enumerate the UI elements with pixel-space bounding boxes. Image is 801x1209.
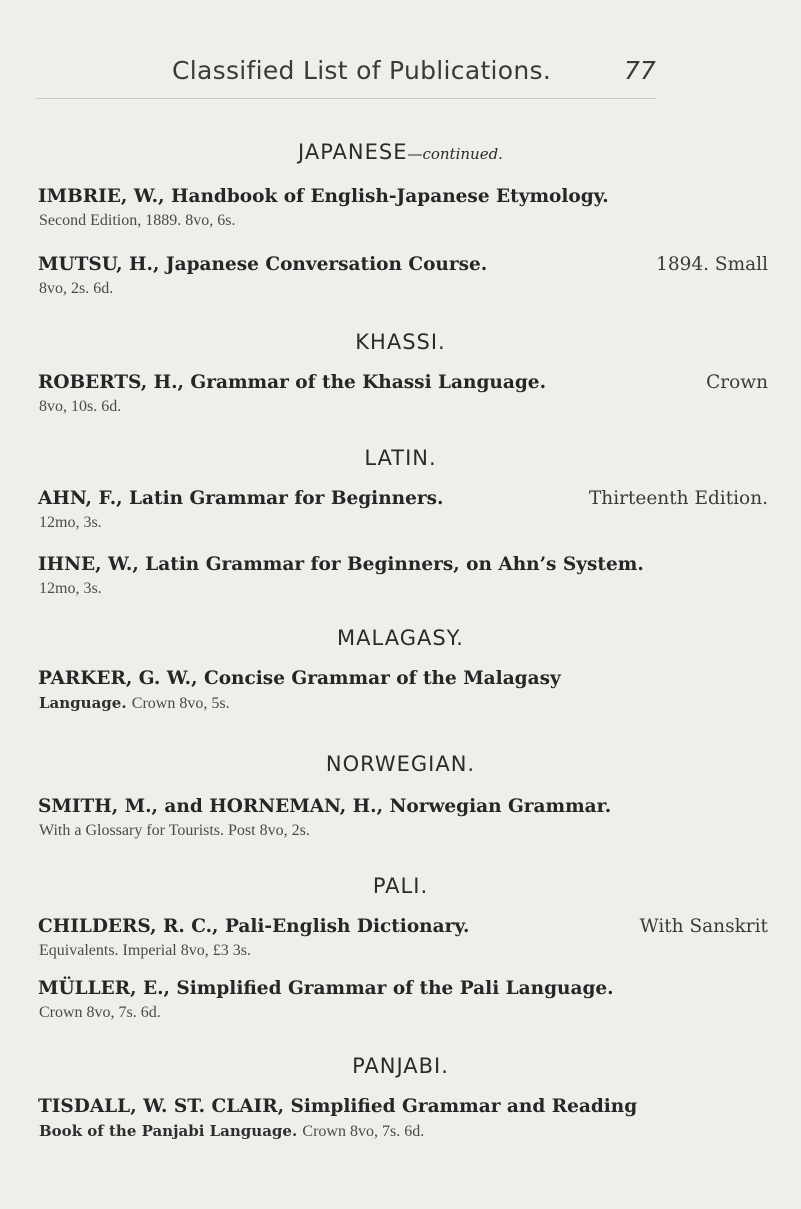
section-heading-pali <box>0 874 801 898</box>
entry-title: IMBRIE, W., Handbook of English-Japanese Etymology. <box>38 186 609 207</box>
section-title: JAPANESE <box>298 140 408 164</box>
entry-childers <box>38 916 768 960</box>
entry-title: PARKER, G. W., Concise Grammar of the Malagasy <box>38 668 561 689</box>
entry-details: Crown 8vo, 7s. 6d. <box>302 1123 425 1140</box>
entry-details: 12mo, 3s. <box>39 514 102 531</box>
entry-title: SMITH, M., and HORNEMAN, H., Norwegian Grammar. <box>38 796 612 817</box>
entry-details-bold: Book of the Panjabi Language. <box>39 1122 298 1140</box>
entry-tisdall <box>38 1096 768 1141</box>
section-title: NORWEGIAN. <box>325 752 476 776</box>
section-title: PANJABI. <box>352 1054 449 1078</box>
section-heading-japanese <box>0 140 801 164</box>
entry-details: Equivalents. Imperial 8vo, £3 3s. <box>39 942 251 959</box>
entry-title: CHILDERS, R. C., Pali-English Dictionary. <box>38 916 470 937</box>
entry-details: With a Glossary for Tourists. Post 8vo, 2s. <box>39 822 310 839</box>
entry-muller <box>38 978 768 1022</box>
header-rule <box>36 98 656 99</box>
entry-details: 8vo, 10s. 6d. <box>39 398 122 415</box>
entry-details: Crown 8vo, 7s. 6d. <box>39 1004 161 1021</box>
section-heading-khassi <box>0 330 801 354</box>
entry-ahn <box>38 488 768 532</box>
section-title: KHASSI. <box>355 330 446 354</box>
header-title: Classified List of Publications. <box>172 56 552 85</box>
entry-details: Crown 8vo, 5s. <box>131 695 230 712</box>
entry-title: MUTSU, H., Japanese Conversation Course. <box>38 254 488 275</box>
entry-ihne <box>38 554 768 598</box>
running-header <box>0 56 801 96</box>
entry-title: IHNE, W., Latin Grammar for Beginners, on Ahn’s System. <box>38 554 644 575</box>
section-title: PALI. <box>372 874 429 898</box>
entry-roberts <box>38 372 768 416</box>
entry-title: MÜLLER, E., Simplified Grammar of the Pali Language. <box>38 978 614 999</box>
entry-title: AHN, F., Latin Grammar for Beginners. <box>38 488 444 509</box>
entry-parker <box>38 668 768 713</box>
section-heading-latin <box>0 446 801 470</box>
section-title: LATIN. <box>364 446 437 470</box>
section-continued: —continued. <box>407 145 503 163</box>
entry-mutsu <box>38 254 768 298</box>
entry-details-bold: Language. <box>39 694 127 712</box>
entry-title: ROBERTS, H., Grammar of the Khassi Language. <box>38 372 547 393</box>
section-heading-panjabi <box>0 1054 801 1078</box>
entry-tail: Thirteenth Edition. <box>588 488 768 509</box>
entry-tail: Crown <box>706 372 768 393</box>
page-number: 77 <box>624 56 656 85</box>
entry-details: 12mo, 3s. <box>39 580 102 597</box>
entry-details: Second Edition, 1889. 8vo, 6s. <box>39 212 236 229</box>
entry-tail: With Sanskrit <box>639 916 768 937</box>
entry-details: 8vo, 2s. 6d. <box>39 280 114 297</box>
section-heading-malagasy <box>0 626 801 650</box>
entry-imbrie <box>38 186 768 230</box>
entry-tail: 1894. Small <box>656 254 768 275</box>
section-title: MALAGASY. <box>337 626 464 650</box>
entry-smith <box>38 796 768 840</box>
entry-title: TISDALL, W. ST. CLAIR, Simplified Grammar and Reading <box>38 1096 638 1117</box>
section-heading-norwegian <box>0 752 801 776</box>
